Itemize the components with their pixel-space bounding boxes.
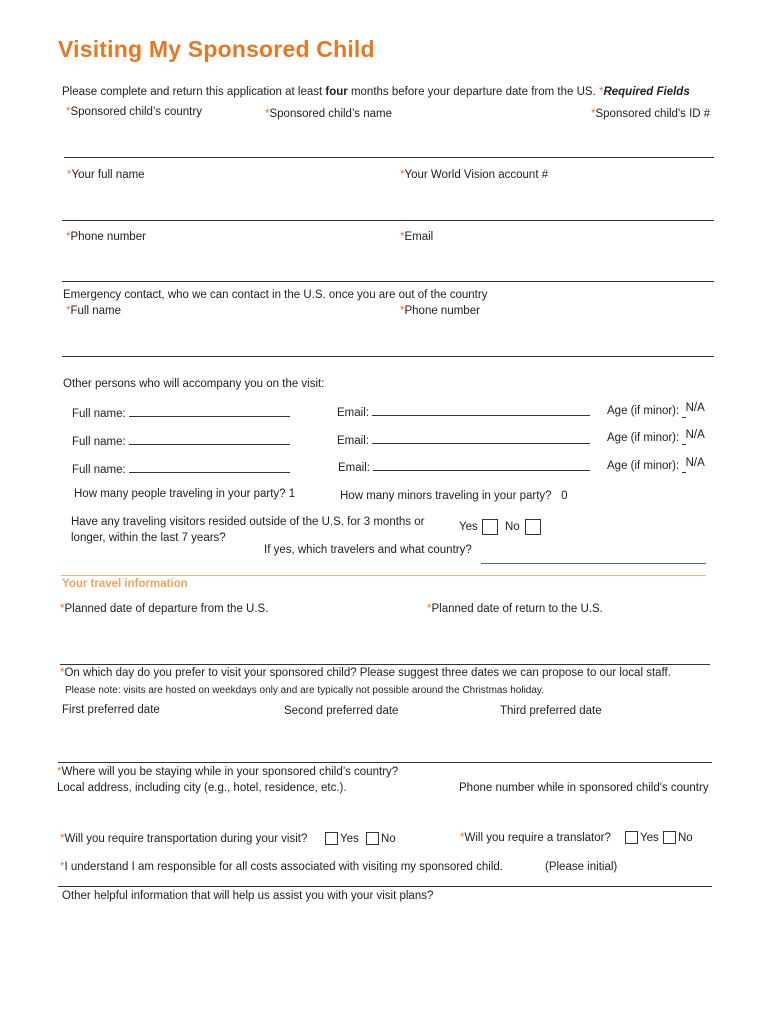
transport-question: *Will you require transportation during your visit? (60, 833, 308, 845)
full-name-label: *Your full name (67, 169, 145, 181)
resided-yes-checkbox[interactable] (482, 519, 498, 535)
child-info-line[interactable] (64, 157, 714, 158)
third-date-label: Third preferred date (500, 705, 602, 717)
page-title: Visiting My Sponsored Child (58, 36, 375, 62)
intro-text (62, 86, 690, 98)
accompany-email-1[interactable]: Email: (337, 404, 590, 419)
local-address-label: Local address, including city (e.g., hotel, residence, etc.). (57, 782, 347, 794)
resided-no-checkbox[interactable] (525, 519, 541, 535)
translator-no-checkbox[interactable] (663, 831, 676, 844)
accompany-email-2[interactable]: Email: (337, 432, 590, 447)
translator-question: *Will you require a translator? (460, 832, 611, 844)
stay-question: *Where will you be staying while in your sponsored child’s country? (57, 766, 399, 778)
accompany-name-2[interactable]: Full name: (72, 433, 290, 448)
party-count-label: How many people traveling in your party? 1 (74, 488, 296, 500)
accompany-name-3[interactable]: Full name: (72, 461, 290, 476)
second-date-label: Second preferred date (284, 705, 399, 717)
accompany-heading: Other persons who will accompany you on the visit: (63, 378, 325, 390)
required-fields-label: Required Fields (603, 86, 690, 98)
resided-followup-label: If yes, which travelers and what country? (264, 544, 472, 556)
first-date-label: First preferred date (62, 704, 160, 716)
minors-count-value[interactable]: 0 (561, 490, 568, 502)
required-star: * (598, 86, 604, 98)
transport-no-label: No (381, 833, 396, 845)
travel-section-title: Your travel information (62, 578, 188, 590)
emergency-heading: Emergency contact, who we can contact in the U.S. once you are out of the country (63, 289, 488, 301)
accompany-age-2[interactable]: Age (if minor): N/A (607, 429, 705, 444)
transport-yes-label: Yes (340, 833, 359, 845)
child-name-label: *Sponsored child’s name (265, 108, 393, 120)
other-info-label: Other helpful information that will help us assist you with your visit plans? (62, 890, 434, 902)
transport-no-checkbox[interactable] (366, 832, 379, 845)
translator-yes-checkbox[interactable] (625, 831, 638, 844)
departure-label: *Planned date of departure from the U.S. (60, 603, 269, 615)
resided-followup-line[interactable] (481, 563, 706, 564)
accompany-age-1[interactable]: Age (if minor): N/A (607, 402, 705, 417)
resided-question-line2: longer, within the last 7 years? (71, 532, 226, 544)
initial-label[interactable]: (Please initial) (545, 861, 618, 873)
visit-question: *On which day do you prefer to visit your sponsored child? Please suggest three dates we can propose to our local staff. (60, 667, 671, 679)
intro-bold: four (325, 86, 348, 98)
translator-yes-label: Yes (640, 832, 659, 844)
transport-yes-checkbox[interactable] (325, 832, 338, 845)
phone-label: *Phone number (66, 231, 146, 243)
visit-dates-line[interactable] (58, 762, 712, 763)
child-country-label: *Sponsored child’s country (66, 106, 202, 118)
accompany-name-1[interactable]: Full name: (72, 405, 290, 420)
accompany-email-3[interactable]: Email: (338, 459, 590, 474)
local-phone-label: Phone number while in sponsored child's country (459, 782, 709, 794)
costs-acknowledgement: *I understand I am responsible for all costs associated with visiting my sponsored child. (60, 861, 503, 873)
travel-dates-line[interactable] (60, 664, 710, 665)
emergency-phone-label: *Phone number (400, 305, 480, 317)
phone-email-line[interactable] (62, 281, 714, 282)
intro-after: months before your departure date from the US. (347, 86, 599, 98)
party-count-value[interactable]: 1 (288, 488, 296, 500)
resided-question-line1: Have any traveling visitors resided outside of the U.S. for 3 months or (71, 516, 425, 528)
resided-yes-label: Yes (459, 521, 478, 533)
resided-no-label: No (505, 521, 520, 533)
wv-account-label: *Your World Vision account # (400, 169, 549, 181)
child-id-label: *Sponsored child's ID # (591, 108, 711, 120)
accompany-age-3[interactable]: Age (if minor): N/A (607, 457, 705, 472)
minors-count-label: How many minors traveling in your party? 0 (340, 490, 568, 502)
email-label: *Email (400, 231, 434, 243)
emergency-line[interactable] (62, 356, 714, 357)
section-divider (61, 575, 706, 576)
visit-note: Please note: visits are hosted on weekdays only and are typically not possible around the Christmas holiday. (65, 685, 544, 696)
return-label: *Planned date of return to the U.S. (427, 603, 603, 615)
name-account-line[interactable] (62, 220, 714, 221)
intro-before: Please complete and return this application at least (62, 86, 326, 98)
emergency-full-name-label: *Full name (66, 305, 121, 317)
costs-line[interactable] (58, 886, 712, 887)
translator-no-label: No (678, 832, 693, 844)
